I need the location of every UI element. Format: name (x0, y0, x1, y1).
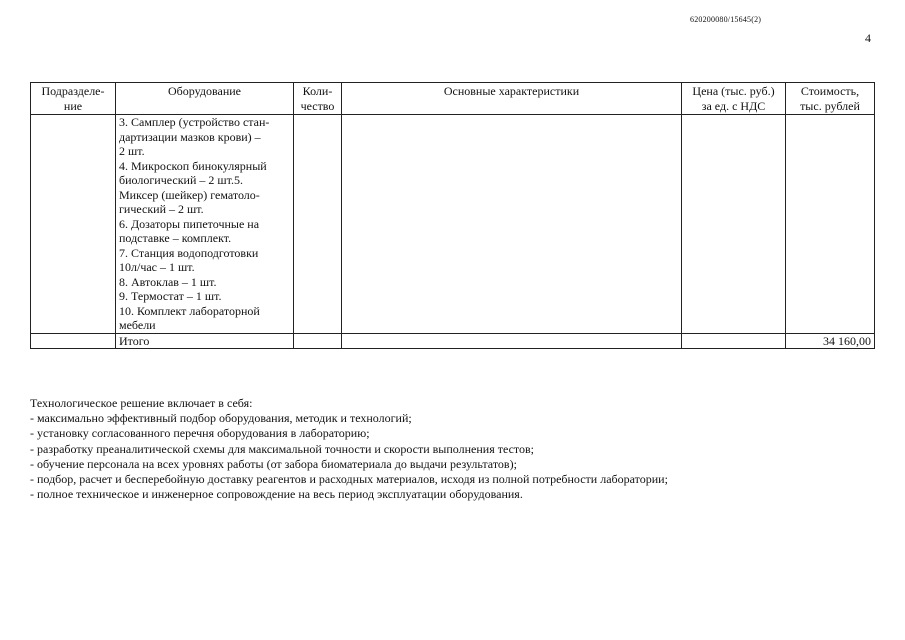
total-label: Итого (116, 333, 294, 349)
total-row (31, 333, 875, 349)
cell-quantity (294, 115, 342, 334)
document-number: 620200080/15645(2) (690, 15, 762, 24)
cell-characteristics (342, 115, 682, 334)
cell-cost (786, 115, 875, 334)
cell-equipment-list: 3. Самплер (устройство стан- дартизации мазков крови) – 2 шт. 4. Микроскоп бинокулярный биологический – 2 шт.5. Миксер (шейкер) гематоло- гический – 2 шт. 6. Дозаторы пипеточные на подставке – комплект. 7. Станция водоподготовки 10л/час – 1 шт. 8. Автоклав – 1 шт. 9. Термостат – 1 шт. 10. Комплект лабораторной мебели (116, 115, 294, 334)
cell-price (682, 115, 786, 334)
notes-item: - подбор, расчет и бесперебойную доставку реагентов и расходных материалов, исходя из полной потребности лаборатории; (30, 472, 668, 487)
col-header-characteristics: Основные характеристики (342, 83, 682, 115)
total-value: 34 160,00 (786, 333, 875, 349)
total-cell-quantity (294, 333, 342, 349)
col-header-cost: Стоимость, тыс. рублей (786, 83, 875, 115)
solution-notes (30, 396, 668, 502)
col-header-price: Цена (тыс. руб.) за ед. с НДС (682, 83, 786, 115)
col-header-department: Подразделе- ние (31, 83, 116, 115)
notes-item: - полное техническое и инженерное сопровождение на весь период эксплуатации оборудования. (30, 487, 523, 502)
notes-item: - максимально эффективный подбор оборудования, методик и технологий; (30, 411, 412, 426)
total-cell-price (682, 333, 786, 349)
notes-item: - обучение персонала на всех уровнях работы (от забора биоматериала до выдачи результатов); (30, 456, 517, 471)
table-header-row (31, 83, 875, 115)
col-header-equipment: Оборудование (116, 83, 294, 115)
col-header-quantity: Коли- чество (294, 83, 342, 115)
notes-intro: Технологическое решение включает в себя: (30, 396, 253, 410)
table-row (31, 115, 875, 334)
total-cell-department (31, 333, 116, 349)
notes-item: - разработку преаналитической схемы для максимальной точности и скорости выполнения тестов; (30, 441, 535, 456)
notes-item: - установку согласованного перечня оборудования в лабораторию; (30, 426, 370, 441)
equipment-table (30, 82, 875, 349)
total-cell-characteristics (342, 333, 682, 349)
cell-department (31, 115, 116, 334)
page-number: 4 (865, 31, 871, 45)
